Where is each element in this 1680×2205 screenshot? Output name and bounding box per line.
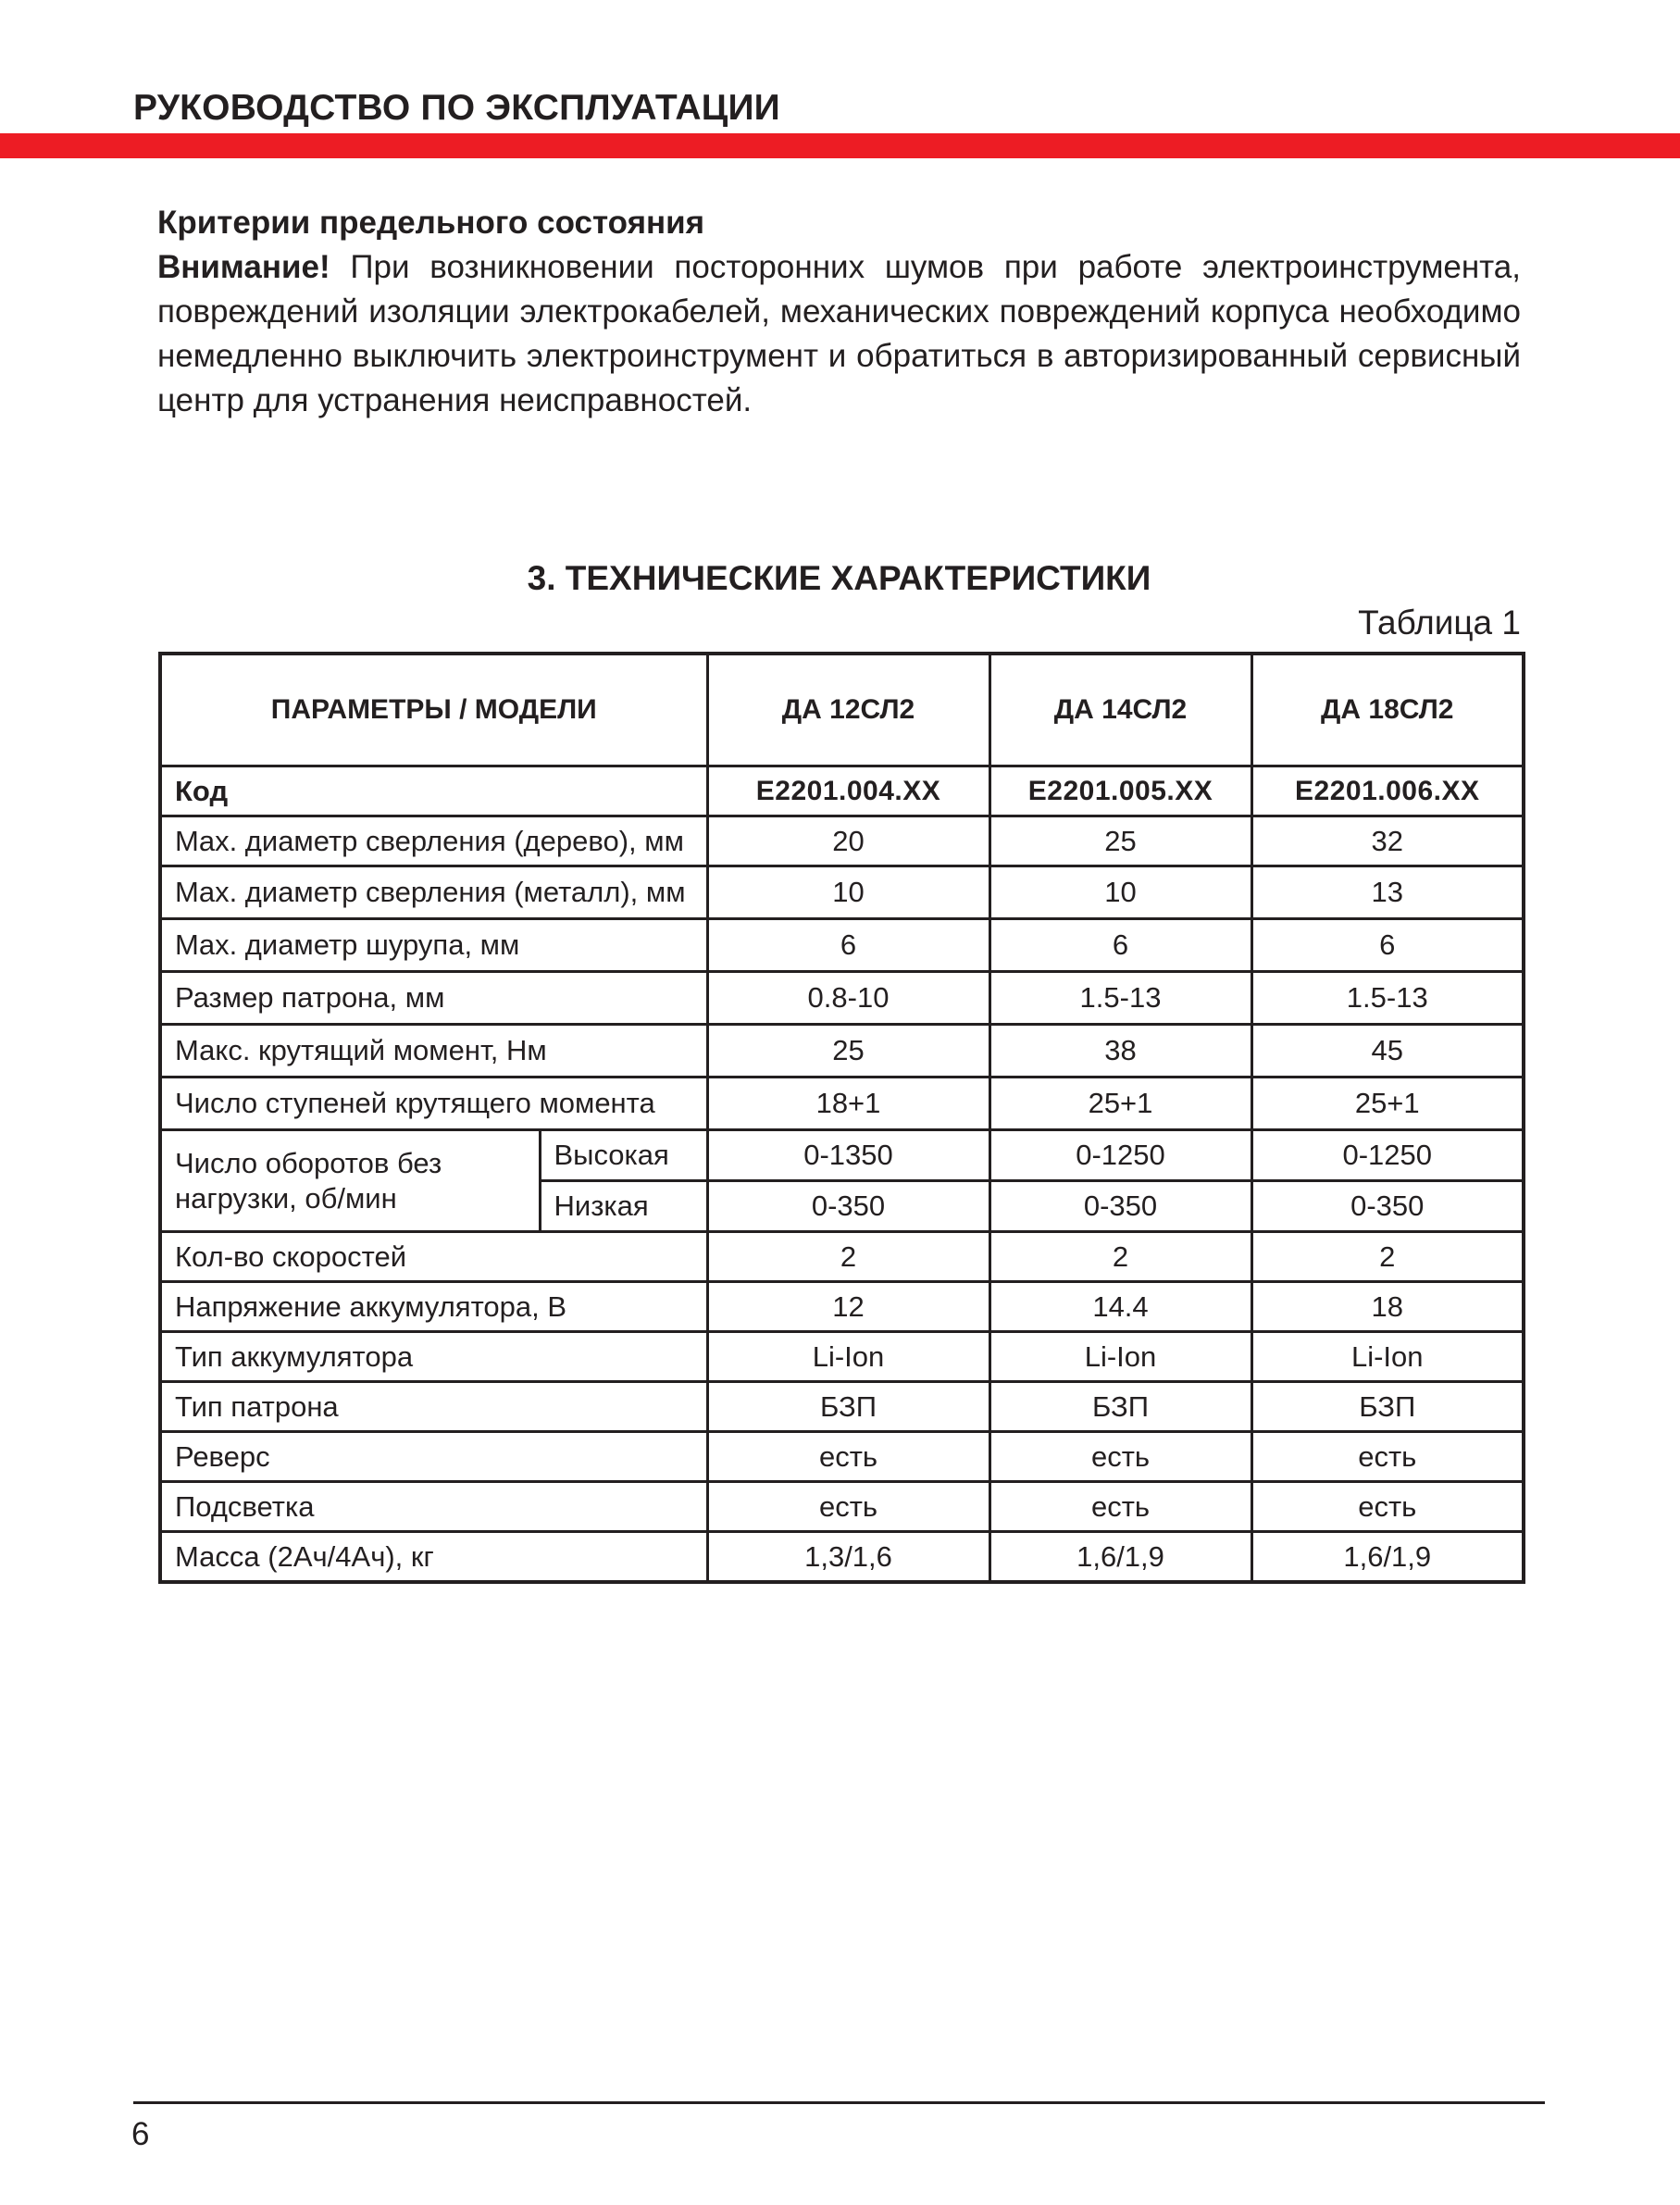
table-row [160, 972, 1524, 1025]
row-value: 25+1 [989, 1078, 1251, 1130]
table-header-row [160, 654, 1524, 766]
row-value: 0-1250 [1251, 1130, 1524, 1181]
table-row [160, 1382, 1524, 1432]
table-row-rpm-high [160, 1130, 1524, 1181]
specs-table [158, 652, 1525, 1584]
row-value: 0-350 [1251, 1181, 1524, 1232]
row-value: 1.5-13 [989, 972, 1251, 1025]
page-header-title: РУКОВОДСТВО ПО ЭКСПЛУАТАЦИИ [133, 88, 780, 128]
criteria-title: Критерии предельного состояния [157, 205, 705, 241]
row-value: 2 [1251, 1232, 1524, 1282]
page-number: 6 [131, 2116, 150, 2152]
table-row [160, 919, 1524, 972]
header-model-cell: ДА 18СЛ2 [1251, 654, 1524, 766]
row-value: БЗП [1251, 1382, 1524, 1432]
row-value: Li-Ion [989, 1332, 1251, 1382]
criteria-block [157, 201, 1521, 423]
row-value: E2201.006.XX [1251, 766, 1524, 816]
row-value: E2201.004.XX [707, 766, 989, 816]
row-value: Li-Ion [1251, 1332, 1524, 1382]
row-value: 25 [707, 1025, 989, 1078]
header-param-cell: ПАРАМЕТРЫ / МОДЕЛИ [160, 654, 707, 766]
row-value: Li-Ion [707, 1332, 989, 1382]
criteria-text: При возникновении посторонних шумов при работе электроинструмента, повреждений изоляции электрокабелей, механических повреждений корпуса необходимо немедленно выключить электроинструмент и обратиться в авторизированный сервисный центр для устранения неисправностей. [157, 249, 1521, 418]
row-value: 25+1 [1251, 1078, 1524, 1130]
row-value: есть [1251, 1432, 1524, 1482]
row-value: есть [989, 1482, 1251, 1532]
row-value: 6 [1251, 919, 1524, 972]
row-label: Тип патрона [160, 1382, 707, 1432]
row-label: Масса (2Ач/4Ач), кг [160, 1532, 707, 1583]
row-value: 2 [989, 1232, 1251, 1282]
row-value: 6 [989, 919, 1251, 972]
table-row [160, 866, 1524, 919]
row-value: БЗП [707, 1382, 989, 1432]
table-row [160, 1078, 1524, 1130]
row-label: Напряжение аккумулятора, В [160, 1282, 707, 1332]
row-value: 2 [707, 1232, 989, 1282]
row-label: Макс. крутящий момент, Нм [160, 1025, 707, 1078]
section-title: 3. ТЕХНИЧЕСКИЕ ХАРАКТЕРИСТИКИ [527, 559, 1151, 597]
row-value: есть [707, 1432, 989, 1482]
row-label: Тип аккумулятора [160, 1332, 707, 1382]
row-label: Подсветка [160, 1482, 707, 1532]
row-value: 0-350 [989, 1181, 1251, 1232]
row-value: есть [989, 1432, 1251, 1482]
row-value: 10 [989, 866, 1251, 919]
header-model-cell: ДА 12СЛ2 [707, 654, 989, 766]
row-value: 6 [707, 919, 989, 972]
row-value: 18 [1251, 1282, 1524, 1332]
header-accent-bar [0, 133, 1680, 158]
rpm-sub-label: Низкая [540, 1181, 707, 1232]
row-value: 18+1 [707, 1078, 989, 1130]
row-value: 1,6/1,9 [989, 1532, 1251, 1583]
row-value: E2201.005.XX [989, 766, 1251, 816]
row-label: Реверс [160, 1432, 707, 1482]
table-row [160, 1282, 1524, 1332]
row-value: 1,6/1,9 [1251, 1532, 1524, 1583]
table-row [160, 1025, 1524, 1078]
row-value: 25 [989, 816, 1251, 866]
row-value: БЗП [989, 1382, 1251, 1432]
row-label: Код [160, 766, 707, 816]
table-row [160, 816, 1524, 866]
row-value: есть [1251, 1482, 1524, 1532]
row-label: Max. диаметр сверления (дерево), мм [160, 816, 707, 866]
row-label: Кол-во скоростей [160, 1232, 707, 1282]
row-value: 38 [989, 1025, 1251, 1078]
table-row [160, 1532, 1524, 1583]
row-value: 32 [1251, 816, 1524, 866]
row-label: Max. диаметр шурупа, мм [160, 919, 707, 972]
row-value: 20 [707, 816, 989, 866]
row-value: 14.4 [989, 1282, 1251, 1332]
footer-divider [133, 2101, 1545, 2104]
warning-word: Внимание! [157, 249, 330, 285]
header-model-cell: ДА 14СЛ2 [989, 654, 1251, 766]
rpm-label: Число оборотов без нагрузки, об/мин [160, 1130, 540, 1232]
table-row [160, 1232, 1524, 1282]
row-label: Max. диаметр сверления (металл), мм [160, 866, 707, 919]
row-value: 0.8-10 [707, 972, 989, 1025]
criteria-body [157, 245, 1521, 423]
row-label: Число ступеней крутящего момента [160, 1078, 707, 1130]
rpm-sub-label: Высокая [540, 1130, 707, 1181]
row-value: 0-1350 [707, 1130, 989, 1181]
row-value: 1.5-13 [1251, 972, 1524, 1025]
table-row [160, 1482, 1524, 1532]
table-row [160, 1332, 1524, 1382]
row-value: 0-350 [707, 1181, 989, 1232]
row-value: 1,3/1,6 [707, 1532, 989, 1583]
row-value: 12 [707, 1282, 989, 1332]
row-value: 13 [1251, 866, 1524, 919]
row-value: 10 [707, 866, 989, 919]
table-row-code [160, 766, 1524, 816]
table-row [160, 1432, 1524, 1482]
row-value: 0-1250 [989, 1130, 1251, 1181]
row-value: есть [707, 1482, 989, 1532]
table-label: Таблица 1 [1358, 604, 1521, 642]
row-label: Размер патрона, мм [160, 972, 707, 1025]
row-value: 45 [1251, 1025, 1524, 1078]
